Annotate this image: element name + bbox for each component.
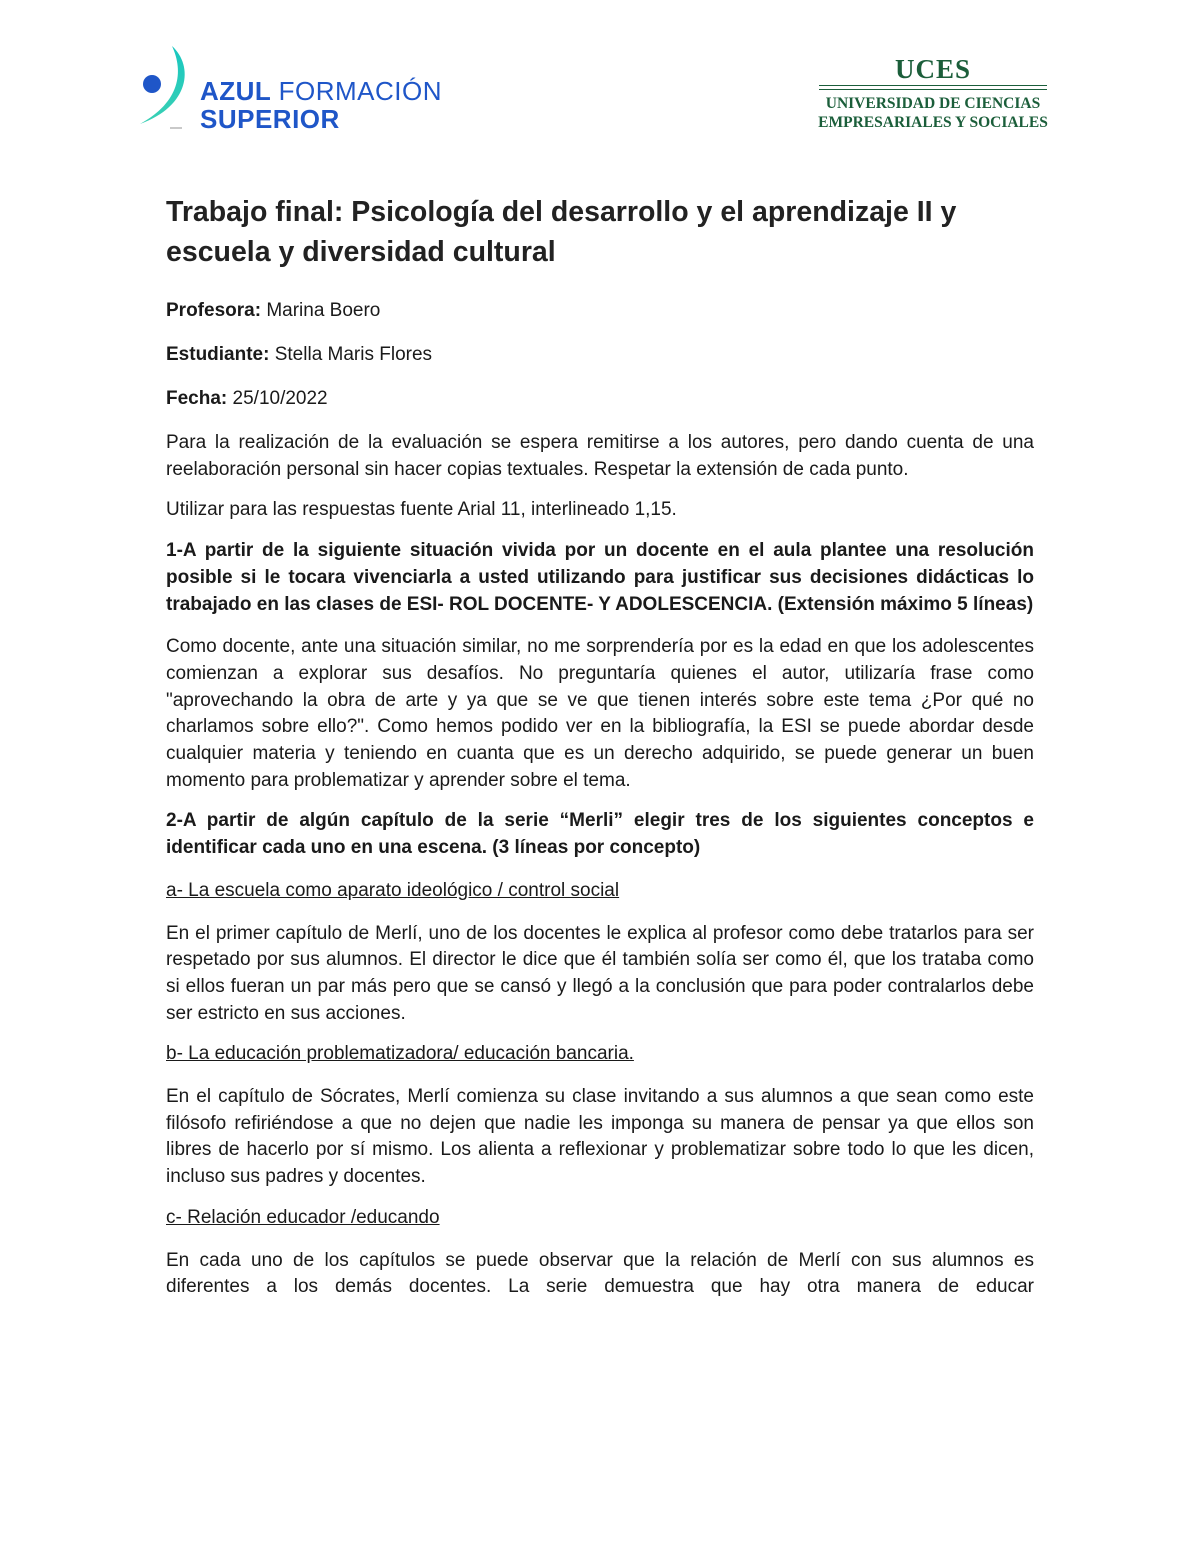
professor-row — [166, 298, 1034, 324]
azul-formacion-logo — [136, 44, 442, 134]
superior-word: SUPERIOR — [200, 104, 340, 134]
formacion-word: FORMACIÓN — [278, 76, 442, 106]
uces-logo — [818, 54, 1048, 139]
date-label: Fecha: — [166, 388, 228, 409]
concept-a-heading: a- La escuela como aparato ideológico / control social — [166, 879, 620, 901]
azul-swoosh-icon — [136, 44, 198, 134]
uces-rule — [819, 85, 1047, 90]
uces-mark: UCES — [894, 54, 972, 84]
student-label: Estudiante: — [166, 344, 270, 365]
document-title: Trabajo final: Psicología del desarrollo y el aprendizaje II y escuela y diversidad cultural — [166, 196, 957, 268]
concept-b-answer: En el capítulo de Sócrates, Merlí comienza su clase invitando a sus alumnos a que sean como este filósofo refiriéndose a que no dejen que nadie les imponga su manera de pensar ya que ellos son libres de hacerlo por sí mismo. Los alienta a reflexionar y problematizar sobre todo lo que les dicen, incluso sus padres y docentes. — [166, 1086, 1034, 1188]
document-body — [166, 192, 1034, 1315]
azul-word: AZUL — [200, 76, 271, 106]
format-note: Utilizar para las respuestas fuente Arial 11, interlineado 1,15. — [166, 499, 677, 521]
question-1: 1-A partir de la siguiente situación vivida por un docente en el aula plantee una resolución posible si le tocara vivenciarla a usted utilizando para justificar sus decisiones didácticas lo trabajado en las clases de ESI- ROL DOCENTE- Y ADOLESCENCIA. (Extensión máximo 5 líneas) — [166, 540, 1034, 615]
concept-b-heading: b- La educación problematizadora/ educación bancaria. — [166, 1043, 634, 1065]
student-value: Stella Maris Flores — [274, 344, 433, 365]
date-row — [166, 386, 1034, 412]
concept-c-heading: c- Relación educador /educando — [166, 1206, 440, 1228]
uces-line-1: UNIVERSIDAD DE CIENCIAS — [825, 95, 1041, 112]
professor-value: Marina Boero — [266, 300, 381, 321]
concept-a-answer: En el primer capítulo de Merlí, uno de los docentes le explica al profesor como debe tratarlos para ser respetado por sus alumnos. El director le dice que él también solía ser como él, que los trataba como si ellos fueran un par más pero que se cansó y llegó a la conclusión que para poder contralarlos debe ser estricto en sus acciones. — [166, 922, 1034, 1024]
azul-logo-line1 — [200, 76, 442, 107]
student-row — [166, 342, 1034, 368]
intro-paragraph: Para la realización de la evaluación se espera remitirse a los autores, pero dando cuenta de una reelaboración personal sin hacer copias textuales. Respetar la extensión de cada punto. — [166, 432, 1034, 480]
page-header — [0, 0, 1200, 150]
date-value: 25/10/2022 — [232, 388, 328, 409]
answer-1: Como docente, ante una situación similar, no me sorprendería por es la edad en que los adolescentes comienzan a explorar sus desafíos. No preguntaría quienes el autor, utilizaría frase como "aprovechando la obra de arte y ya que se ve que tienen interés sobre este tema ¿Por qué no charlamos sobre ello?". Como hemos podido ver en la bibliografía, la ESI se puede abordar desde cualquier materia y teniendo en cuanta que es un derecho adquirido, se puede generar un buen momento para problematizar y aprender sobre el tema. — [166, 636, 1034, 791]
uces-line-2: EMPRESARIALES Y SOCIALES — [818, 114, 1048, 131]
question-2: 2-A partir de algún capítulo de la serie “Merli” elegir tres de los siguientes conceptos e identificar cada uno en una escena. (3 líneas por concepto) — [166, 810, 1034, 859]
professor-label: Profesora: — [166, 300, 262, 321]
concept-c-answer: En cada uno de los capítulos se puede observar que la relación de Merlí con sus alumnos es diferentes a los demás docentes. La serie demuestra que hay otra manera de educar — [166, 1249, 1034, 1298]
